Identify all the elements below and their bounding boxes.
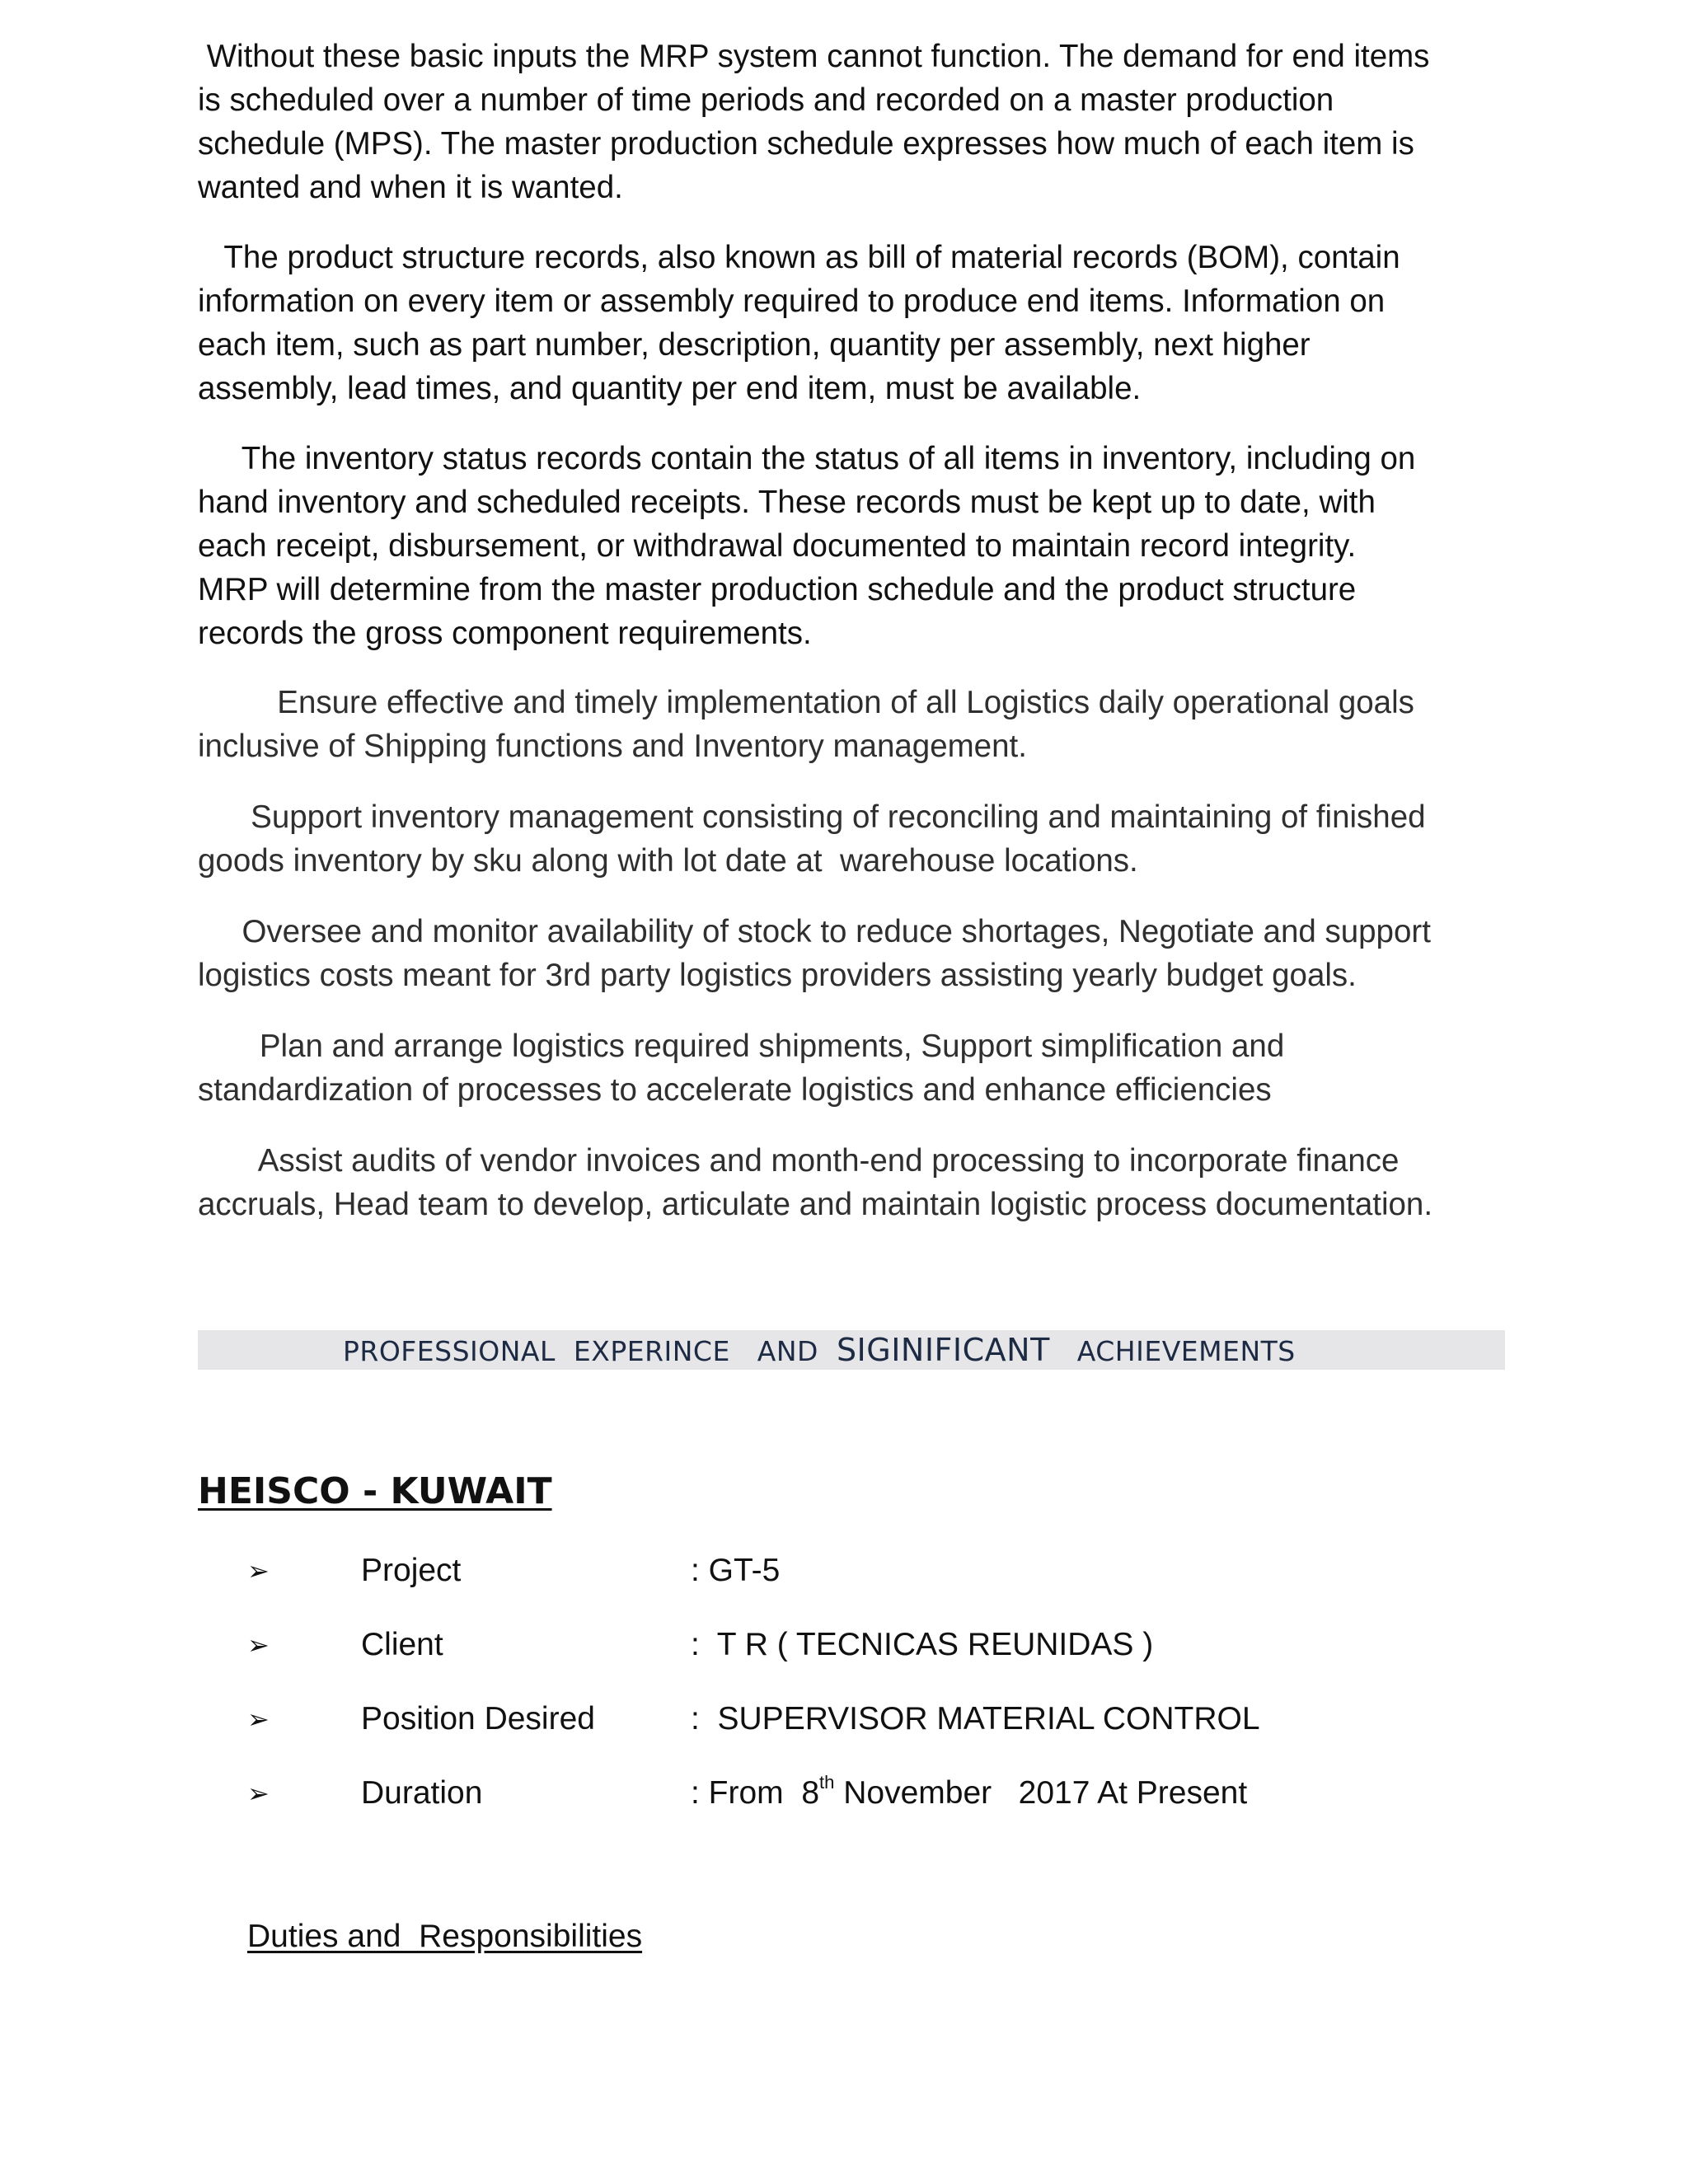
paragraph-mrp-inputs [198,35,1517,209]
paragraph-shipments [198,1024,1517,1112]
text-line: Support inventory management consisting of reconciling and maintaining of finished [198,799,1426,835]
text-line: MRP will determine from the master production schedule and the product structure [198,572,1357,607]
arrow-bullet-icon: ➢ [247,1778,270,1809]
text-line: goods inventory by sku along with lot date at warehouse locations. [198,843,1138,879]
duration-label: Duration [361,1775,483,1811]
arrow-bullet-icon: ➢ [247,1629,270,1661]
paragraph-inventory-status [198,437,1517,655]
text-line: schedule (MPS). The master production schedule expresses how much of each item is [198,126,1414,162]
text-line: Oversee and monitor availability of stock to reduce shortages, Negotiate and support [198,914,1431,949]
duration-ordinal-suffix: th [819,1772,835,1793]
detail-row-position [0,1696,1688,1742]
position-value: : SUPERVISOR MATERIAL CONTROL [691,1701,1260,1736]
section-heading [343,1332,1296,1370]
text-line: logistics costs meant for 3rd party logistics providers assisting yearly budget goals. [198,958,1357,993]
project-value: : GT-5 [691,1553,781,1588]
paragraph-product-structure [198,236,1517,410]
text-line: information on every item or assembly required to produce end items. Information on [198,284,1386,319]
text-line: hand inventory and scheduled receipts. These records must be kept up to date, with [198,485,1376,520]
text-line: is scheduled over a number of time periods and recorded on a master production [198,82,1334,118]
duration-prefix: : From 8 [691,1775,820,1811]
project-label: Project [361,1553,462,1588]
text-line: Without these basic inputs the MRP system cannot function. The demand for end items [198,39,1430,74]
section-heading-part1: PROFESSIONAL EXPERINCE AND [343,1335,837,1367]
client-value: : T R ( TECNICAS REUNIDAS ) [691,1627,1154,1662]
duration-suffix: November 2017 At Present [834,1775,1248,1811]
paragraph-inventory-management [198,795,1517,883]
company-heading: HEISCO - KUWAIT [198,1470,552,1512]
text-line: accruals, Head team to develop, articulate and maintain logistic process documentation. [198,1187,1433,1222]
section-heading-significant: SIGINIFICANT [836,1332,1050,1368]
paragraph-stock-monitoring [198,910,1517,997]
detail-row-duration [0,1770,1688,1816]
text-line: wanted and when it is wanted. [198,170,623,205]
text-line: records the gross component requirements. [198,616,812,651]
section-heading-part2: ACHIEVEMENTS [1049,1335,1296,1367]
text-line: Ensure effective and timely implementation of all Logistics daily operational goals [198,685,1414,720]
text-line: each item, such as part number, description, quantity per assembly, next higher [198,327,1311,363]
text-line: standardization of processes to accelerate logistics and enhance efficiencies [198,1072,1272,1108]
text-line: The product structure records, also known as bill of material records (BOM), contain [198,240,1400,275]
arrow-bullet-icon: ➢ [247,1555,270,1586]
duties-heading: Duties and Responsibilities [247,1919,643,1954]
text-line: Plan and arrange logistics required shipments, Support simplification and [198,1029,1285,1064]
position-label: Position Desired [361,1701,595,1736]
client-label: Client [361,1627,443,1662]
paragraph-logistics-goals [198,681,1517,768]
arrow-bullet-icon: ➢ [247,1704,270,1735]
paragraph-audits [198,1139,1517,1226]
duration-value [691,1770,1247,1816]
text-line: each receipt, disbursement, or withdrawal documented to maintain record integrity. [198,528,1357,564]
text-line: The inventory status records contain the status of all items in inventory, including on [198,441,1416,476]
detail-row-project [0,1548,1688,1594]
text-line: inclusive of Shipping functions and Inventory management. [198,729,1027,764]
detail-row-client [0,1622,1688,1668]
text-line: Assist audits of vendor invoices and month-end processing to incorporate finance [198,1143,1400,1179]
text-line: assembly, lead times, and quantity per end item, must be available. [198,371,1142,406]
